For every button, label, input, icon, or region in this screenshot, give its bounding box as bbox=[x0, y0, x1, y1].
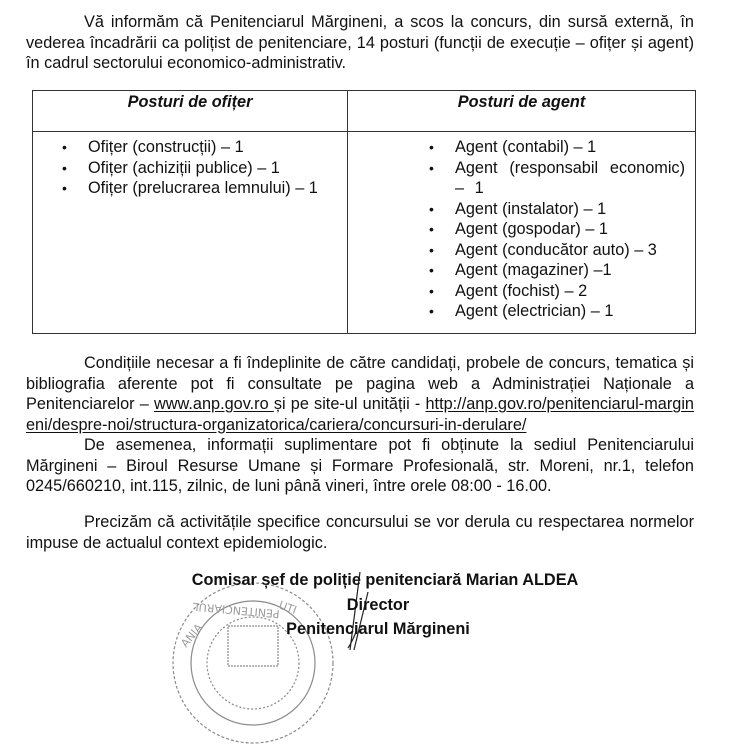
signatory-name: Comisar șef de poliție penitenciară Marian ALDEA bbox=[191, 571, 579, 589]
list-item bbox=[62, 178, 347, 199]
bullet-icon: • bbox=[62, 139, 67, 155]
table-header-row bbox=[33, 91, 696, 132]
bullet-icon: • bbox=[429, 262, 434, 278]
list-item bbox=[429, 137, 685, 158]
signatory-title: Director bbox=[346, 596, 410, 614]
list-item bbox=[429, 301, 685, 322]
post-label: Ofițer (prelucrarea lemnului) – 1 bbox=[88, 179, 318, 197]
unit-careers-link[interactable]: http://anp.gov.ro/penitenciarul-margineni/despre-noi/structura-organizatorica/cariera/concursuri-in-derulare/ bbox=[26, 395, 694, 434]
bullet-icon: • bbox=[429, 303, 434, 319]
svg-text:UTI: UTI bbox=[276, 598, 299, 617]
list-item bbox=[429, 219, 685, 240]
list-item bbox=[429, 158, 685, 199]
list-item bbox=[62, 158, 347, 179]
conditions-text-middle: și pe site-ul unității - bbox=[273, 395, 426, 413]
agent-list bbox=[348, 132, 695, 322]
bullet-icon: • bbox=[429, 139, 434, 155]
signatory-institution: Penitenciarul Mărgineni bbox=[286, 620, 470, 638]
bullet-icon: • bbox=[62, 180, 67, 196]
post-label: Agent (fochist) – 2 bbox=[455, 281, 588, 300]
agent-cell bbox=[348, 132, 696, 334]
bullet-icon: • bbox=[429, 282, 434, 299]
list-item bbox=[429, 260, 685, 281]
post-label: Agent (contabil) – 1 bbox=[455, 138, 597, 156]
post-label: Agent (magaziner) –1 bbox=[455, 261, 612, 279]
contact-paragraph: De asemenea, informații suplimentare pot fi obținute la sediul Penitenciarului Mărgineni – Biroul Resurse Umane și Formare Profesională, str. Moreni, nr.1, telefon 0245/660210, int.115, zilnic, de luni până vineri, între orele 08:00 - 16.00. bbox=[26, 436, 694, 495]
ofiter-list bbox=[33, 132, 347, 199]
bullet-icon: • bbox=[429, 159, 434, 176]
bullet-icon: • bbox=[429, 221, 434, 237]
post-label: Agent (electrician) – 1 bbox=[455, 302, 614, 320]
post-label: Agent (responsabil economic) – 1 bbox=[455, 158, 685, 197]
post-label: Ofițer (construcții) – 1 bbox=[88, 138, 244, 156]
svg-text:ANIA: ANIA bbox=[178, 621, 206, 650]
table-body-row bbox=[33, 132, 696, 334]
bullet-icon: • bbox=[429, 200, 434, 217]
posts-table bbox=[32, 90, 696, 334]
post-label: Agent (instalator) – 1 bbox=[455, 199, 607, 218]
list-item bbox=[429, 240, 685, 261]
post-label: Ofițer (achiziții publice) – 1 bbox=[88, 158, 280, 177]
precizam-paragraph: Precizăm că activitățile specifice concursului se vor derula cu respectarea normelor impuse de actualul context epidemiologic. bbox=[26, 513, 694, 552]
ofiter-cell bbox=[33, 132, 348, 334]
list-item bbox=[62, 137, 347, 158]
bullet-icon: • bbox=[62, 159, 67, 176]
svg-text:PENITENCIARUL: PENITENCIARUL bbox=[192, 599, 281, 621]
list-item bbox=[429, 281, 685, 302]
anp-website-link[interactable]: www.anp.gov.ro bbox=[154, 395, 274, 413]
header-ofiter: Posturi de ofițer bbox=[33, 91, 348, 132]
intro-paragraph: Vă informăm că Penitenciarul Mărgineni, a scos la concurs, din sursă externă, în vederea încadrării ca polițist de penitenciare, 14 posturi (funcții de execuție – ofițer și agent) în cadrul sectorului economico-administrativ. bbox=[26, 13, 694, 72]
bullet-icon: • bbox=[429, 241, 434, 258]
post-label: Agent (gospodar) – 1 bbox=[455, 220, 608, 238]
conditions-text: Condițiile necesar a fi îndeplinite de către candidați, probele de concurs, tematica și bibliografia aferente pot fi consultate pe pagina web a Administrației Naționale a Penitenciarelor – bbox=[26, 354, 694, 413]
conditions-paragraph bbox=[26, 353, 694, 435]
post-label: Agent (conducător auto) – 3 bbox=[455, 240, 657, 259]
header-agent: Posturi de agent bbox=[348, 91, 696, 132]
list-item bbox=[429, 199, 685, 220]
